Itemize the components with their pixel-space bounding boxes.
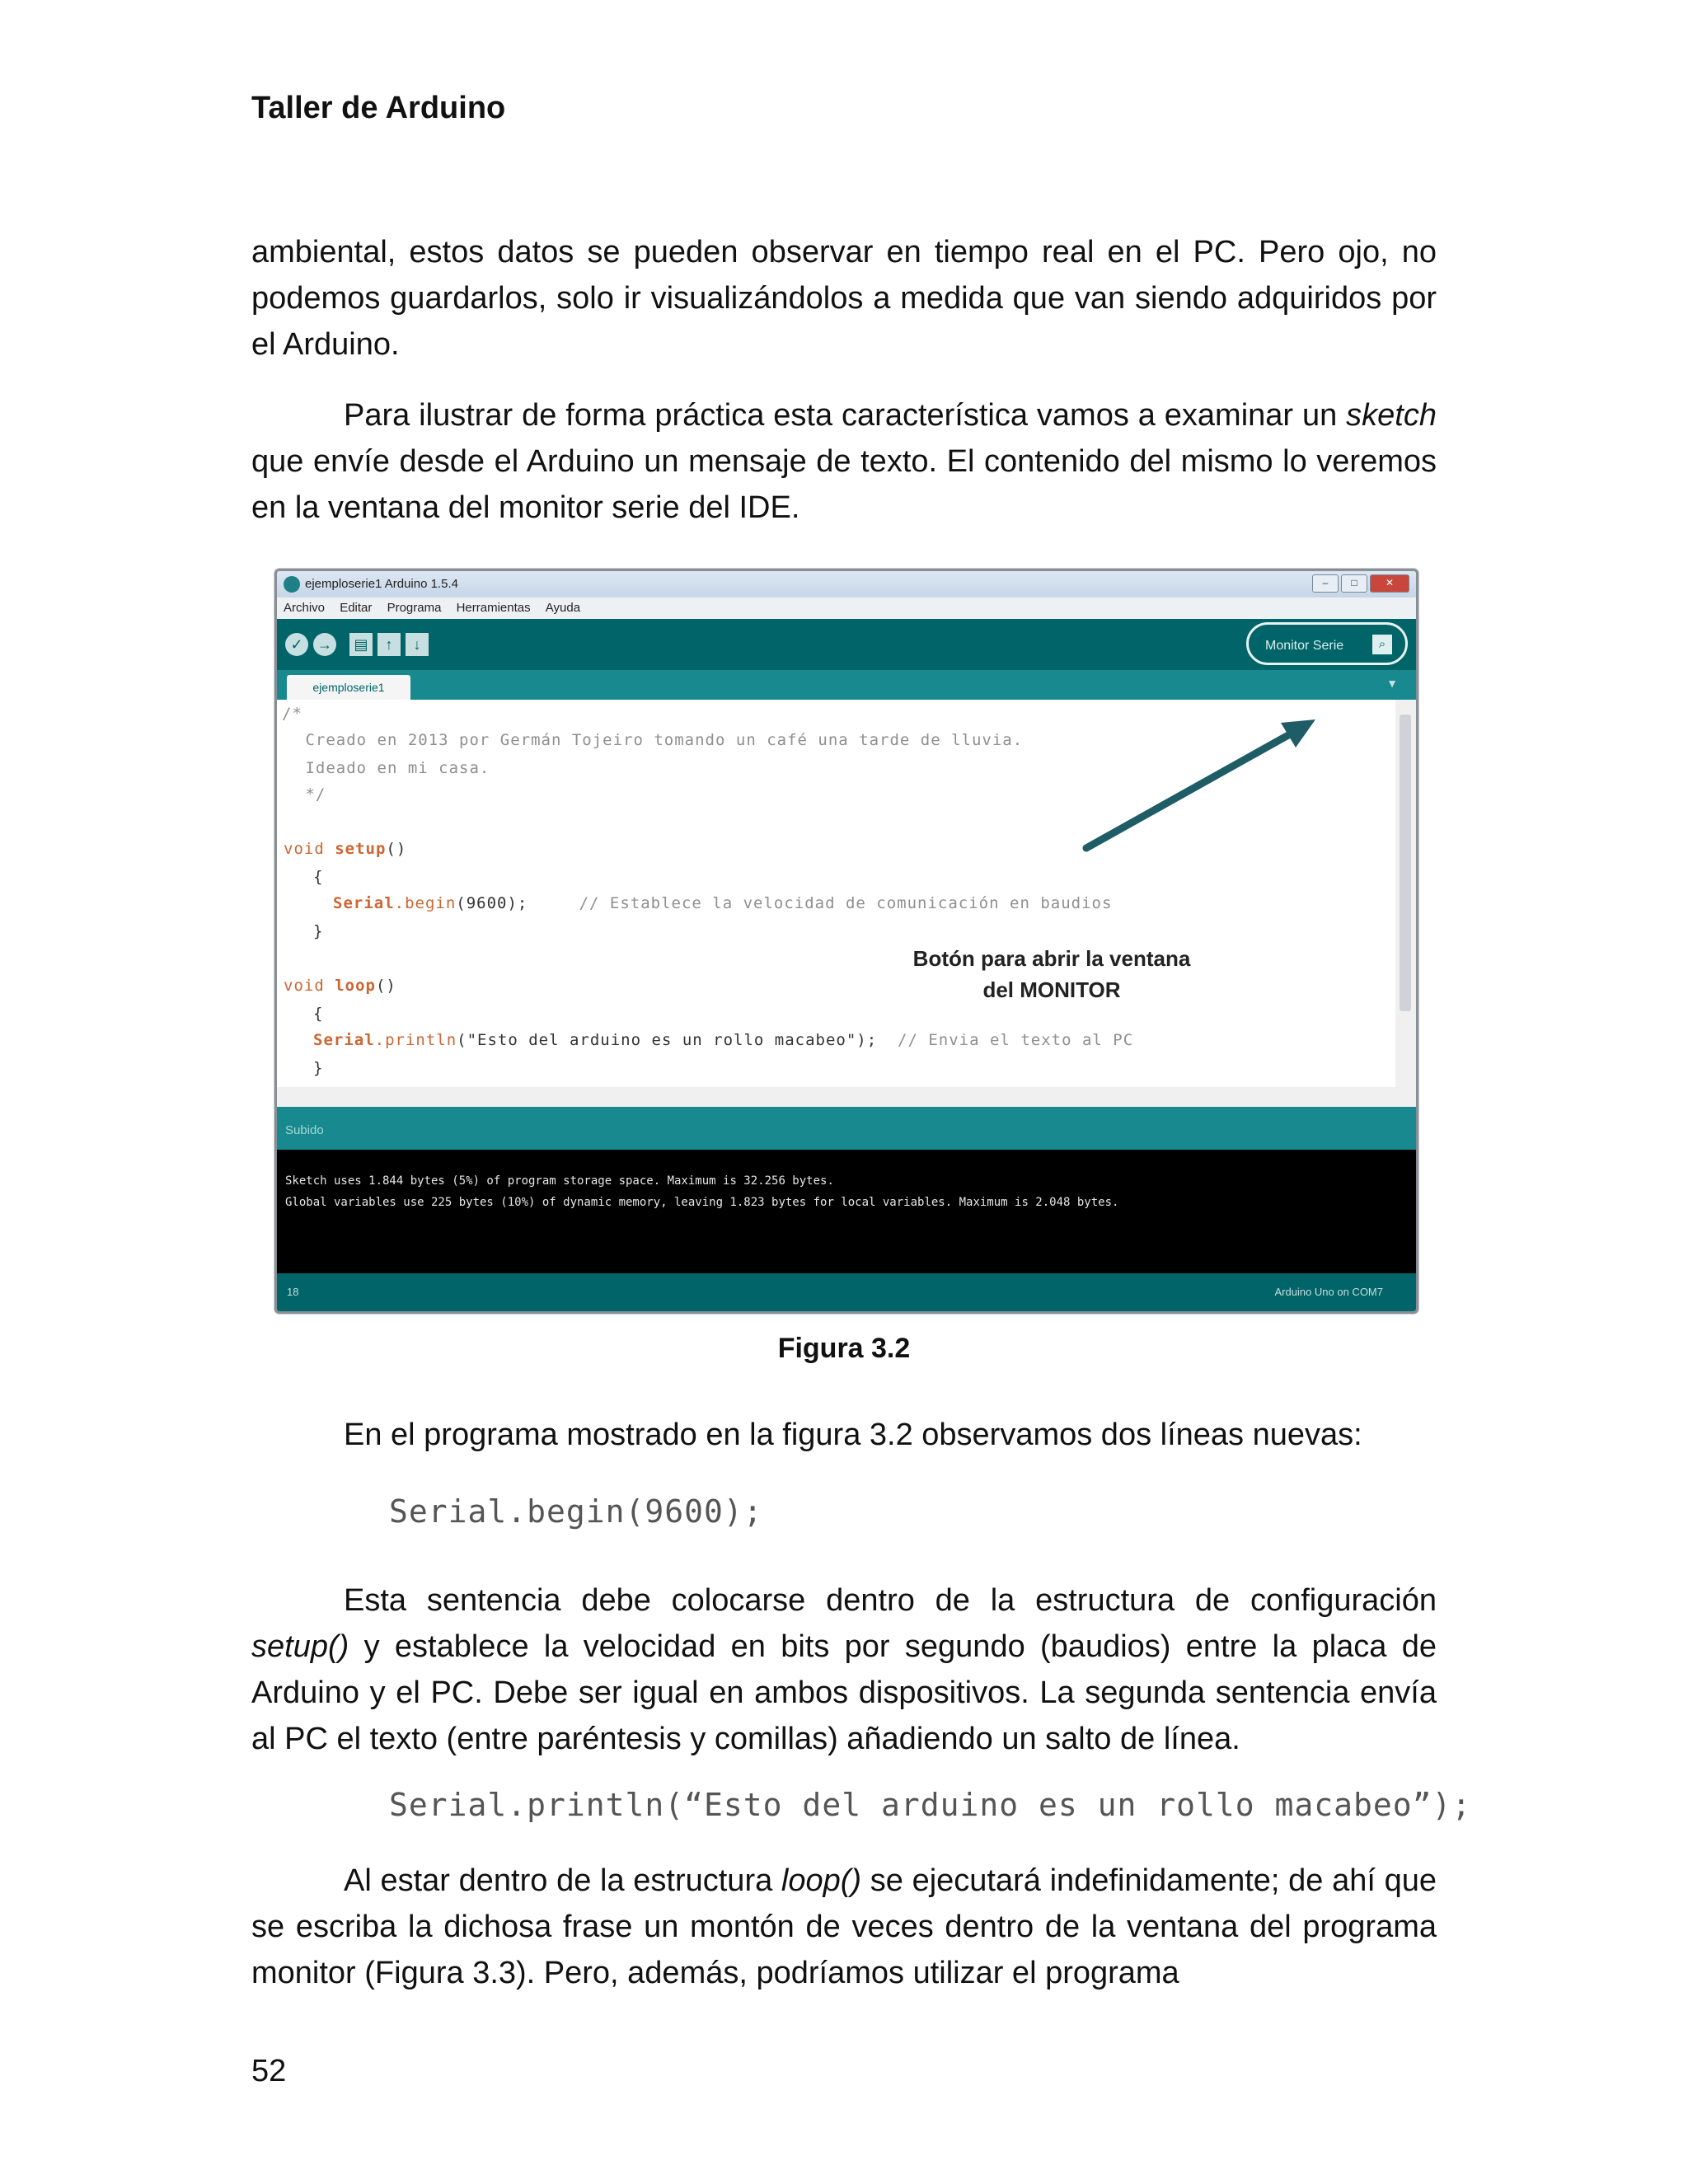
code-line: */ xyxy=(295,785,326,804)
menu-herramientas[interactable]: Herramientas xyxy=(456,601,531,615)
code-line: /* xyxy=(282,705,302,723)
page-number: 52 xyxy=(251,2054,287,2088)
window-title: ejemploserie1 Arduino 1.5.4 xyxy=(305,577,458,591)
horizontal-scrollbar[interactable] xyxy=(277,1087,1416,1107)
minimize-icon[interactable]: – xyxy=(1312,574,1339,593)
arduino-ide-figure xyxy=(274,569,1418,1314)
serial-monitor-label: Monitor Serie xyxy=(1265,639,1344,653)
code-line-loop: void loop() xyxy=(284,977,396,995)
code-line-println: Serial.println("Esto del arduino es un rollo macabeo"); // Envia el texto al PC xyxy=(313,1031,1134,1049)
figure-caption: Figura 3.2 xyxy=(777,1333,911,1364)
code-line: } xyxy=(313,1059,324,1077)
window-controls xyxy=(1312,574,1409,593)
console-line: Global variables use 225 bytes (10%) of dynamic memory, leaving 1.823 bytes for local variables. Maximum is 2.048 bytes. xyxy=(285,1196,1119,1209)
scroll-thumb[interactable] xyxy=(1400,715,1411,1011)
arduino-logo-icon xyxy=(284,576,300,593)
code-line: { xyxy=(313,868,324,886)
paragraph-2-start: Para ilustrar de forma práctica esta característica vamos a examinar un xyxy=(344,398,1338,433)
board-port: Arduino Uno on COM7 xyxy=(1274,1286,1383,1298)
paragraph-5 xyxy=(251,1858,1437,1996)
serial-monitor-button[interactable] xyxy=(1246,622,1408,665)
paragraph-4-rest: y establece la velocidad en bits por segundo (baudios) entre la placa de Arduino y el PC. Debe ser igual en ambos dispositivos. La segunda sentencia envía al PC el texto (entre paréntesis y comillas) añadiendo un salto de línea. xyxy=(251,1629,1437,1756)
footer-bar xyxy=(277,1273,1416,1311)
toolbar xyxy=(277,619,1416,670)
menu-bar xyxy=(277,598,1416,619)
italic-loop: loop() xyxy=(781,1863,862,1898)
paragraph-4 xyxy=(251,1577,1437,1762)
paragraph-1: ambiental, estos datos se pueden observar en tiempo real en el PC. Pero ojo, no podemos guardarlos, solo ir visualizándolos a medida que van siendo adquiridos por el Arduino. xyxy=(251,235,1437,362)
running-header: Taller de Arduino xyxy=(251,91,506,125)
paragraph-3-text: En el programa mostrado en la figura 3.2 observamos dos líneas nuevas: xyxy=(344,1418,1362,1452)
menu-programa[interactable]: Programa xyxy=(387,601,442,615)
code-line: Ideado en mi casa. xyxy=(295,759,490,777)
annotation-arrow xyxy=(1068,683,1340,881)
console-line: Sketch uses 1.844 bytes (5%) of program storage space. Maximum is 32.256 bytes. xyxy=(285,1174,834,1188)
paragraph-3 xyxy=(251,1412,1437,1458)
code-line: Creado en 2013 por Germán Tojeiro tomando un café una tarde de lluvia. xyxy=(295,731,1024,749)
menu-archivo[interactable]: Archivo xyxy=(284,601,326,615)
status-text: Subido xyxy=(285,1123,324,1137)
line-number: 18 xyxy=(287,1286,299,1298)
new-icon[interactable]: ▤ xyxy=(349,633,373,656)
maximize-icon[interactable]: □ xyxy=(1341,574,1367,593)
code-line-begin: Serial.begin(9600); // Establece la velocidad de comunicación en baudios xyxy=(333,894,1113,912)
menu-editar[interactable]: Editar xyxy=(340,601,373,615)
italic-sketch: sketch xyxy=(1346,398,1437,433)
verify-icon[interactable]: ✓ xyxy=(285,633,308,656)
console-output xyxy=(277,1150,1416,1273)
paragraph-5-rest: se ejecutará indefinidamente; de ahí que se escriba la dichosa frase un montón de veces dentro de la ventana del programa monitor (Figura 3.3). Pero, además, podríamos utilizar el programa xyxy=(251,1863,1437,1990)
paragraph-4-start: Esta sentencia debe colocarse dentro de la estructura de configuración xyxy=(344,1583,1437,1618)
annotation xyxy=(887,943,1217,1005)
paragraph-2-rest: que envíe desde el Arduino un mensaje de texto. El contenido del mismo lo veremos en la ventana del monitor serie del IDE. xyxy=(251,444,1437,525)
save-icon[interactable]: ↓ xyxy=(406,633,429,656)
tab-ejemploserie1[interactable]: ejemploserie1 xyxy=(287,675,410,700)
code-snippet-begin: Serial.begin(9600); xyxy=(389,1493,763,1530)
status-bar xyxy=(277,1107,1416,1150)
code-line: } xyxy=(313,922,324,940)
window-titlebar xyxy=(277,571,1416,598)
paragraph-5-start: Al estar dentro de la estructura xyxy=(344,1863,773,1898)
code-snippet-println: Serial.println(“Esto del arduino es un rollo macabeo”); xyxy=(389,1787,1472,1823)
menu-ayuda[interactable]: Ayuda xyxy=(545,601,581,615)
code-editor[interactable] xyxy=(277,700,1395,1087)
close-icon[interactable]: ✕ xyxy=(1370,574,1409,593)
code-line-setup: void setup() xyxy=(284,840,407,858)
annotation-line-2: del MONITOR xyxy=(982,977,1121,1002)
code-line: { xyxy=(313,1005,324,1023)
open-icon[interactable]: ↑ xyxy=(377,633,401,656)
upload-icon[interactable]: → xyxy=(313,633,336,656)
annotation-line-1: Botón para abrir la ventana xyxy=(912,946,1191,971)
tab-menu-arrow-icon[interactable]: ▼ xyxy=(1386,677,1398,690)
paragraph-2 xyxy=(251,392,1437,531)
italic-setup: setup() xyxy=(251,1629,349,1664)
vertical-scrollbar[interactable] xyxy=(1395,700,1416,1087)
magnifier-icon: ⌕ xyxy=(1372,635,1392,654)
